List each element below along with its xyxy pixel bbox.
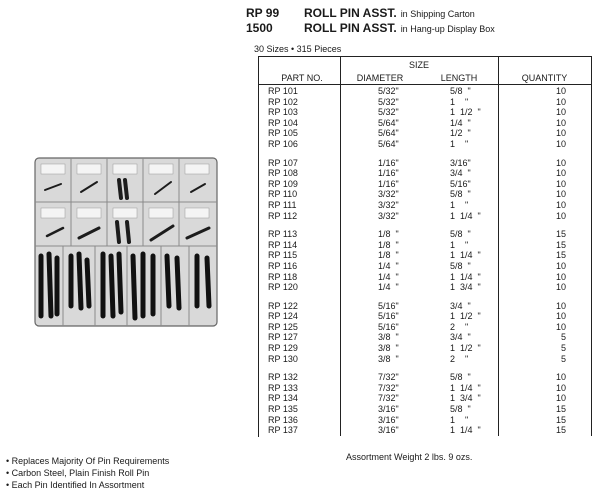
length-cell: 5/8 " bbox=[450, 86, 471, 96]
assortment-weight: Assortment Weight 2 lbs. 9 ozs. bbox=[346, 452, 473, 462]
diameter-cell: 5/32" bbox=[378, 107, 399, 118]
table-row bbox=[262, 107, 592, 118]
length-cell: 1 " bbox=[450, 96, 469, 107]
diameter-cell: 1/8 " bbox=[378, 229, 399, 240]
quantity-cell: 10 bbox=[555, 260, 566, 271]
diameter-cell: 5/16" bbox=[378, 321, 399, 332]
quantity-cell: 10 bbox=[555, 321, 566, 332]
feature-item: • Each Pin Identified In Assortment bbox=[6, 480, 145, 490]
diameter-cell: 3/32" bbox=[378, 189, 399, 200]
length-cell: 1 3/4 " bbox=[450, 393, 481, 404]
quantity-cell: 10 bbox=[555, 199, 566, 210]
length-cell: 1/2 " bbox=[450, 128, 471, 139]
quantity-header: QUANTITY bbox=[521, 73, 568, 83]
length-cell: 1 3/4 " bbox=[450, 282, 481, 293]
table-row bbox=[262, 200, 592, 211]
diameter-cell: 3/16" bbox=[378, 425, 399, 436]
part-no-cell: RP 137 bbox=[268, 425, 298, 436]
table-row bbox=[262, 415, 592, 426]
row-group bbox=[262, 372, 592, 436]
product-code: 1500 bbox=[246, 21, 273, 35]
part-no-cell: RP 118 bbox=[268, 271, 298, 282]
part-no-cell: RP 101 bbox=[268, 86, 298, 96]
table-row bbox=[262, 282, 592, 293]
diameter-cell: 3/8 " bbox=[378, 343, 399, 354]
diameter-cell: 3/8 " bbox=[378, 332, 399, 343]
part-no-cell: RP 107 bbox=[268, 157, 298, 168]
part-no-cell: RP 133 bbox=[268, 382, 298, 393]
length-cell: 5/8 " bbox=[450, 229, 471, 240]
diameter-cell: 7/32" bbox=[378, 372, 399, 383]
length-cell: 5/8 " bbox=[450, 260, 471, 271]
table-row bbox=[262, 189, 592, 200]
part-no-cell: RP 122 bbox=[268, 300, 298, 311]
table-row bbox=[262, 158, 592, 169]
part-no-cell: RP 125 bbox=[268, 321, 298, 332]
part-no-cell: RP 108 bbox=[268, 168, 298, 179]
table-row bbox=[262, 372, 592, 383]
length-cell: 3/4 " bbox=[450, 168, 471, 179]
length-header: LENGTH bbox=[440, 73, 478, 83]
quantity-cell: 15 bbox=[555, 404, 566, 415]
row-group bbox=[262, 158, 592, 222]
part-no-cell: RP 130 bbox=[268, 353, 298, 364]
table-row bbox=[262, 240, 592, 251]
part-no-header: PART NO. bbox=[281, 73, 323, 83]
quantity-cell: 10 bbox=[555, 189, 566, 200]
table-row bbox=[262, 168, 592, 179]
length-cell: 1 " bbox=[450, 239, 469, 250]
feature-list bbox=[6, 456, 169, 492]
part-no-cell: RP 103 bbox=[268, 107, 298, 118]
quantity-cell: 5 bbox=[560, 343, 566, 354]
table-row bbox=[262, 211, 592, 222]
feature-item: • Carbon Steel, Plain Finish Roll Pin bbox=[6, 468, 150, 478]
product-title: ROLL PIN ASST. bbox=[304, 6, 397, 20]
diameter-cell: 7/32" bbox=[378, 393, 399, 404]
part-no-cell: RP 134 bbox=[268, 393, 298, 404]
diameter-cell: 1/8 " bbox=[378, 250, 399, 261]
length-cell: 5/8 " bbox=[450, 189, 471, 200]
length-cell: 1 1/4 " bbox=[450, 210, 481, 221]
diameter-cell: 1/4 " bbox=[378, 282, 399, 293]
length-cell: 2 " bbox=[450, 353, 469, 364]
diameter-cell: 1/16" bbox=[378, 157, 399, 168]
diameter-cell: 3/32" bbox=[378, 199, 399, 210]
table-row bbox=[262, 301, 592, 312]
product-title: ROLL PIN ASST. bbox=[304, 21, 397, 35]
part-no-cell: RP 109 bbox=[268, 178, 298, 189]
diameter-cell: 1/8 " bbox=[378, 239, 399, 250]
length-cell: 1 1/4 " bbox=[450, 382, 481, 393]
header-line-2 bbox=[246, 21, 596, 36]
catalog-header bbox=[246, 6, 596, 36]
product-photo bbox=[33, 156, 219, 328]
length-cell: 1 " bbox=[450, 199, 469, 210]
quantity-cell: 15 bbox=[555, 239, 566, 250]
quantity-cell: 10 bbox=[555, 96, 566, 107]
assortment-summary: 30 Sizes • 315 Pieces bbox=[254, 44, 342, 54]
table-row bbox=[262, 261, 592, 272]
diameter-cell: 5/32" bbox=[378, 96, 399, 107]
diameter-cell: 3/16" bbox=[378, 414, 399, 425]
length-cell: 5/16" bbox=[450, 178, 471, 189]
diameter-cell: 5/16" bbox=[378, 300, 399, 311]
part-no-cell: RP 127 bbox=[268, 332, 298, 343]
length-cell: 1 1/4 " bbox=[450, 425, 481, 436]
table-row bbox=[262, 250, 592, 261]
length-cell: 2 " bbox=[450, 321, 469, 332]
diameter-cell: 5/32" bbox=[378, 86, 399, 96]
quantity-cell: 10 bbox=[555, 86, 566, 96]
quantity-cell: 10 bbox=[555, 311, 566, 322]
product-subtitle: in Hang-up Display Box bbox=[400, 24, 495, 34]
row-group bbox=[262, 86, 592, 150]
table-row bbox=[262, 343, 592, 354]
table-row bbox=[262, 383, 592, 394]
table-row bbox=[262, 128, 592, 139]
diameter-cell: 5/64" bbox=[378, 117, 399, 128]
diameter-cell: 1/16" bbox=[378, 178, 399, 189]
diameter-cell: 3/32" bbox=[378, 210, 399, 221]
quantity-cell: 15 bbox=[555, 425, 566, 436]
quantity-cell: 10 bbox=[555, 382, 566, 393]
quantity-cell: 10 bbox=[555, 157, 566, 168]
part-no-cell: RP 104 bbox=[268, 117, 298, 128]
size-header: SIZE bbox=[408, 60, 429, 70]
header-line-1 bbox=[246, 6, 596, 21]
part-no-cell: RP 136 bbox=[268, 414, 298, 425]
diameter-cell: 5/64" bbox=[378, 128, 399, 139]
diameter-header: DIAMETER bbox=[356, 73, 404, 83]
table-row bbox=[262, 332, 592, 343]
quantity-cell: 15 bbox=[555, 250, 566, 261]
quantity-cell: 10 bbox=[555, 178, 566, 189]
table-row bbox=[262, 139, 592, 150]
part-no-cell: RP 120 bbox=[268, 282, 298, 293]
table-row bbox=[262, 311, 592, 322]
length-cell: 3/16" bbox=[450, 157, 471, 168]
table-row bbox=[262, 86, 592, 97]
part-no-cell: RP 132 bbox=[268, 372, 298, 383]
part-no-cell: RP 135 bbox=[268, 404, 298, 415]
part-no-cell: RP 111 bbox=[268, 199, 297, 210]
length-cell: 3/4 " bbox=[450, 300, 471, 311]
part-no-cell: RP 116 bbox=[268, 260, 298, 271]
part-no-cell: RP 112 bbox=[268, 210, 298, 221]
part-no-cell: RP 115 bbox=[268, 250, 298, 261]
diameter-cell: 5/64" bbox=[378, 138, 399, 149]
length-cell: 1 1/2 " bbox=[450, 311, 481, 322]
quantity-cell: 10 bbox=[555, 300, 566, 311]
part-no-cell: RP 106 bbox=[268, 138, 298, 149]
quantity-cell: 15 bbox=[555, 229, 566, 240]
diameter-cell: 5/16" bbox=[378, 311, 399, 322]
length-cell: 5/8 " bbox=[450, 404, 471, 415]
table-row bbox=[262, 118, 592, 129]
length-cell: 1 " bbox=[450, 138, 469, 149]
length-cell: 1 1/2 " bbox=[450, 107, 481, 118]
part-no-cell: RP 102 bbox=[268, 96, 298, 107]
quantity-cell: 10 bbox=[555, 271, 566, 282]
part-no-cell: RP 110 bbox=[268, 189, 298, 200]
diameter-cell: 3/16" bbox=[378, 404, 399, 415]
quantity-cell: 5 bbox=[560, 353, 566, 364]
row-group bbox=[262, 229, 592, 293]
feature-item: • Replaces Majority Of Pin Requirements bbox=[6, 456, 170, 466]
part-no-cell: RP 129 bbox=[268, 343, 298, 354]
table-row bbox=[262, 322, 592, 333]
table-row bbox=[262, 272, 592, 283]
table-row bbox=[262, 354, 592, 365]
diameter-cell: 1/4 " bbox=[378, 271, 399, 282]
part-no-cell: RP 114 bbox=[268, 239, 298, 250]
quantity-cell: 10 bbox=[555, 210, 566, 221]
quantity-cell: 10 bbox=[555, 128, 566, 139]
part-no-cell: RP 105 bbox=[268, 128, 298, 139]
part-no-cell: RP 113 bbox=[268, 229, 298, 240]
quantity-cell: 15 bbox=[555, 414, 566, 425]
length-cell: 3/4 " bbox=[450, 332, 471, 343]
quantity-cell: 10 bbox=[555, 138, 566, 149]
quantity-cell: 10 bbox=[555, 393, 566, 404]
table-row bbox=[262, 404, 592, 415]
diameter-cell: 3/8 " bbox=[378, 353, 399, 364]
length-cell: 5/8 " bbox=[450, 372, 471, 383]
quantity-cell: 10 bbox=[555, 282, 566, 293]
quantity-cell: 10 bbox=[555, 372, 566, 383]
length-cell: 1 1/4 " bbox=[450, 271, 481, 282]
diameter-cell: 7/32" bbox=[378, 382, 399, 393]
length-cell: 1 1/2 " bbox=[450, 343, 481, 354]
table-row bbox=[262, 179, 592, 190]
product-subtitle: in Shipping Carton bbox=[400, 9, 475, 19]
quantity-cell: 10 bbox=[555, 107, 566, 118]
product-code: RP 99 bbox=[246, 6, 280, 20]
table-body bbox=[262, 86, 592, 444]
length-cell: 1/4 " bbox=[450, 117, 471, 128]
table-row bbox=[262, 425, 592, 436]
quantity-cell: 5 bbox=[560, 332, 566, 343]
table-header-rule bbox=[258, 84, 592, 85]
length-cell: 1 1/4 " bbox=[450, 250, 481, 261]
quantity-cell: 10 bbox=[555, 117, 566, 128]
table-row bbox=[262, 229, 592, 240]
table-row bbox=[262, 393, 592, 404]
part-no-cell: RP 124 bbox=[268, 311, 298, 322]
diameter-cell: 1/16" bbox=[378, 168, 399, 179]
row-group bbox=[262, 301, 592, 365]
diameter-cell: 1/4 " bbox=[378, 260, 399, 271]
table-row bbox=[262, 97, 592, 108]
quantity-cell: 10 bbox=[555, 168, 566, 179]
length-cell: 1 " bbox=[450, 414, 469, 425]
